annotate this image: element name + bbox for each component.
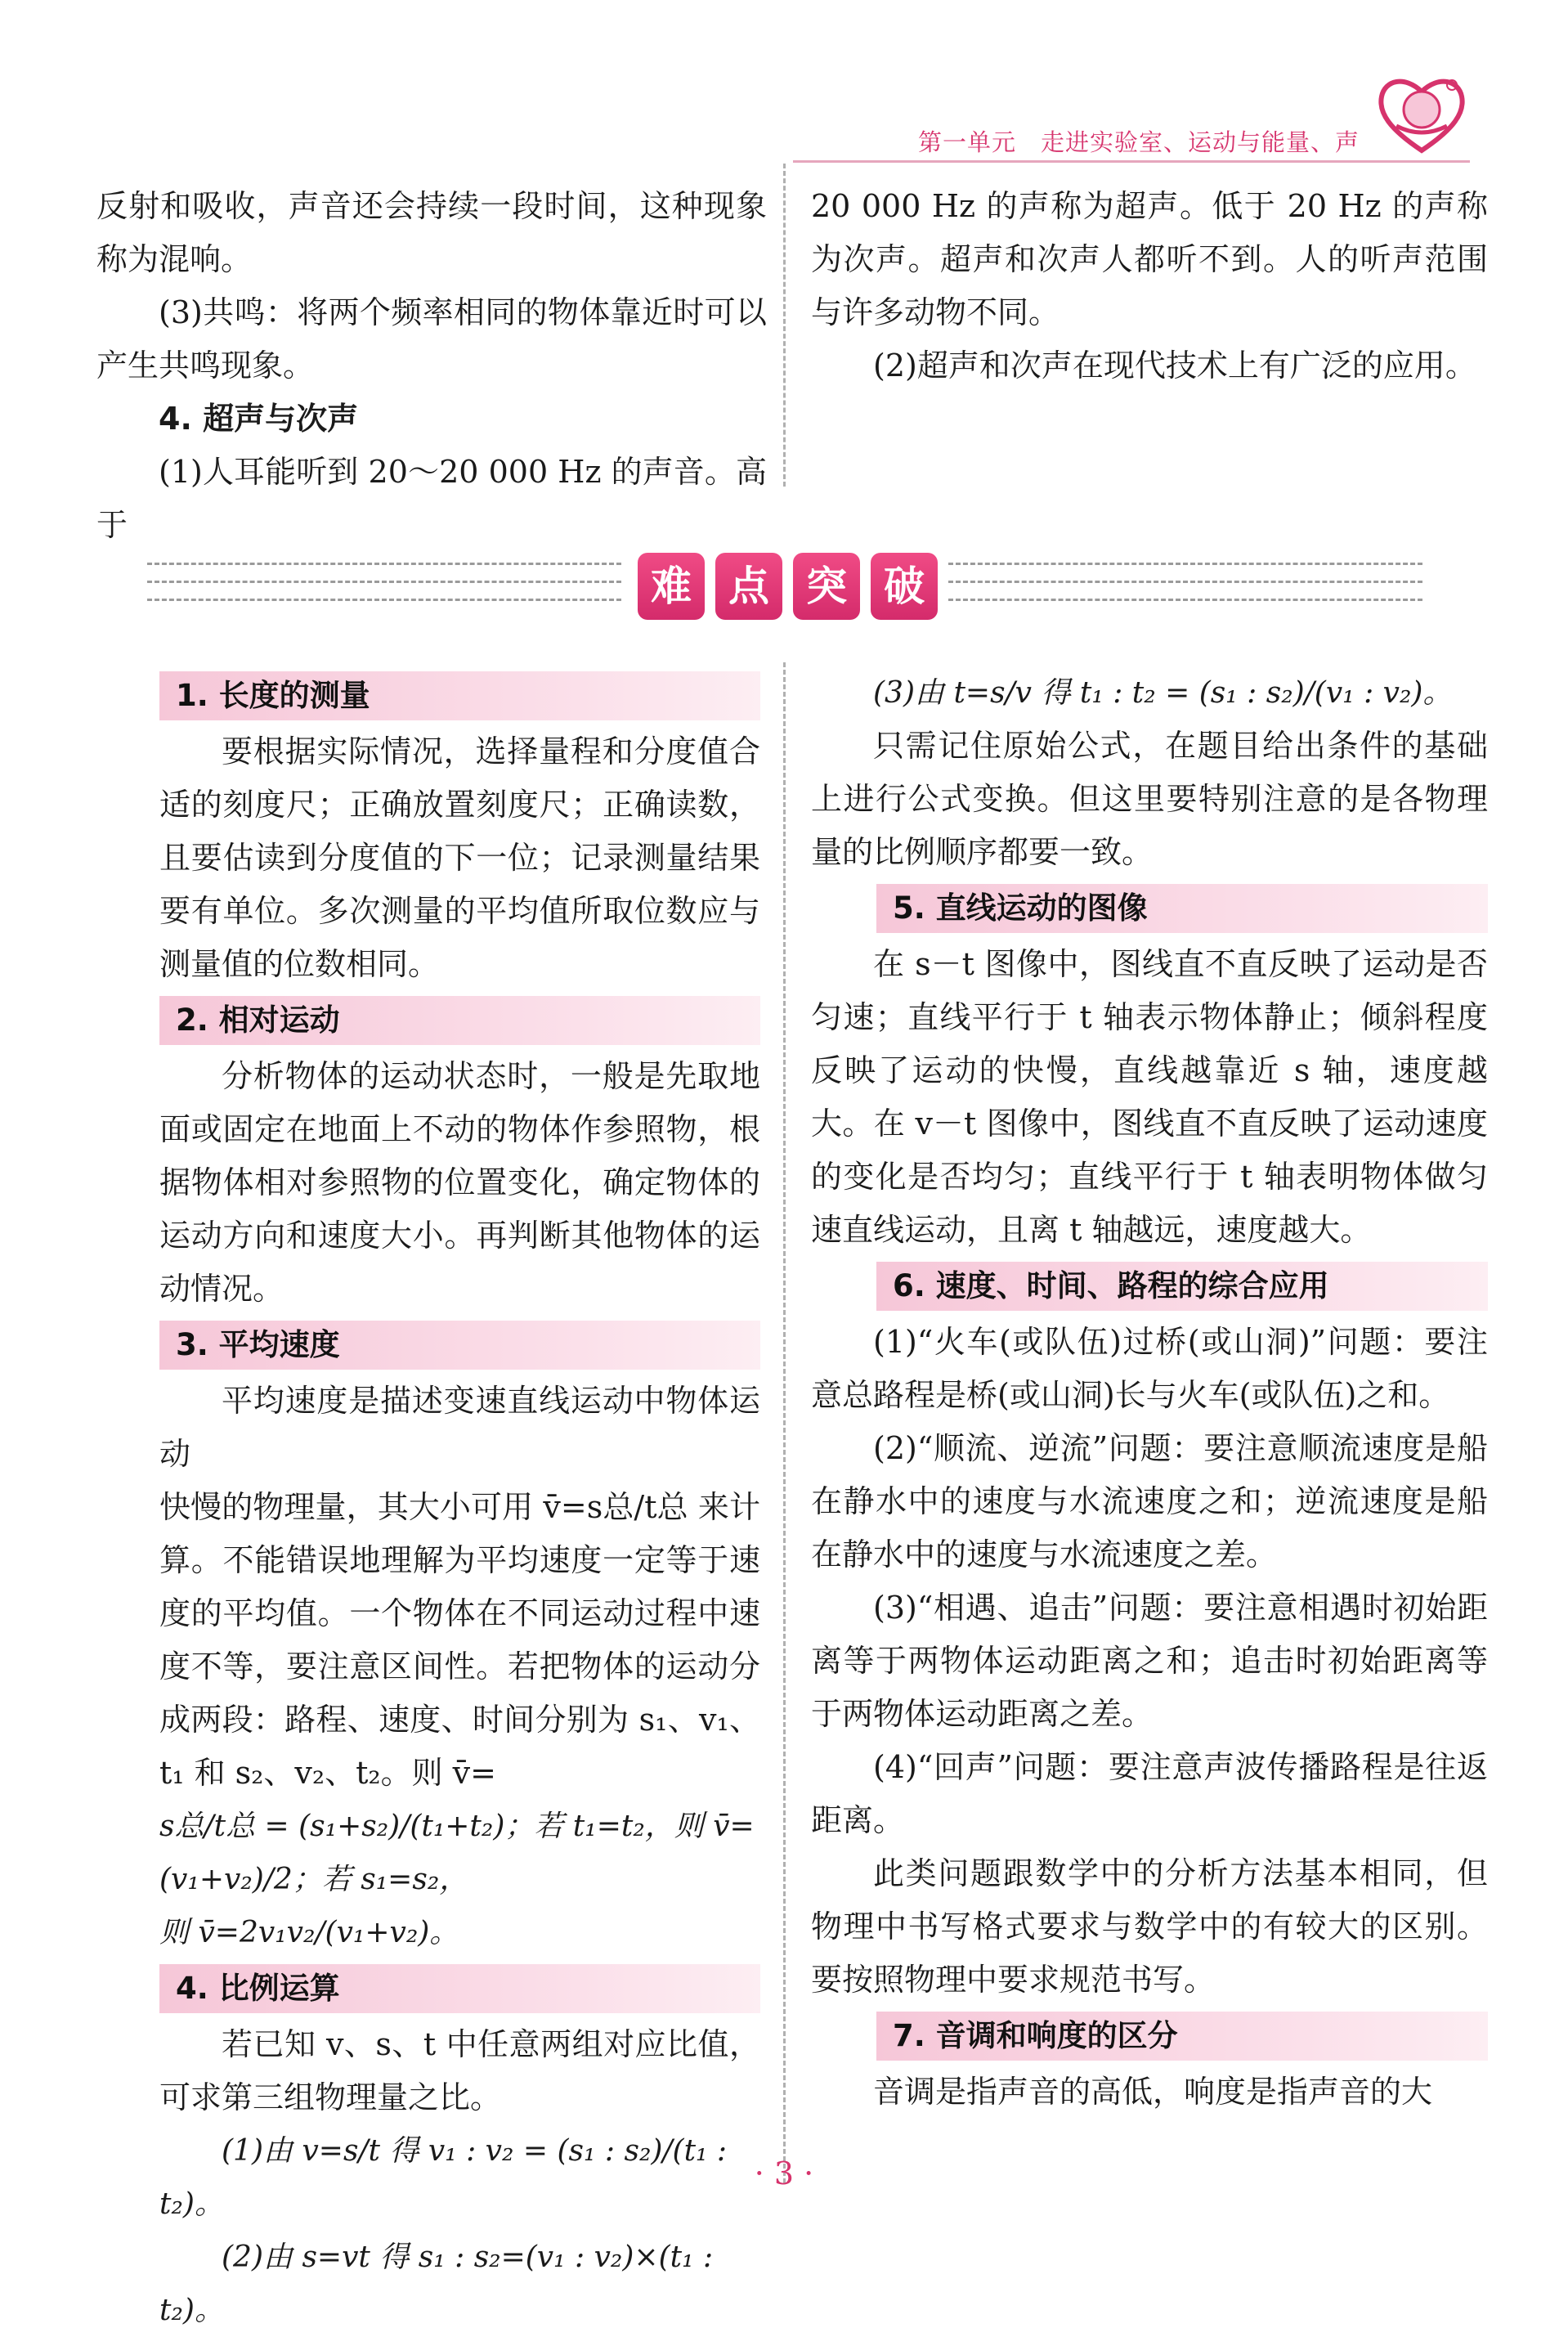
paragraph: (1)“火车(或队伍)过桥(或山洞)”问题：要注意总路程是桥(或山洞)长与火车(或队伍)之和。 xyxy=(811,1324,1488,1413)
paragraph: 快慢的物理量，其大小可用 v̄=s总/t总 来计算。不能错误地理解为平均速度一定等于速度的平均值。一个物体在不同运动过程中速度不等，要注意区间性。若把物体的运动分成两段：路程、速度、时间分别为 s₁、v₁、t₁ 和 s₂、v₂、t₂。则 v̄= xyxy=(159,1489,760,1791)
paragraph: 20 000 Hz 的声称为超声。低于 20 Hz 的声称为次声。超声和次声人都听不到。人的听声范围与许多动物不同。 xyxy=(811,188,1488,330)
equation: 则 v̄=2v₁v₂/(v₁+v₂)。 xyxy=(159,1916,459,1949)
main-right-column xyxy=(811,666,1488,2119)
banner-char: 难 xyxy=(638,553,705,620)
banner-char: 破 xyxy=(871,553,938,620)
section-title: 1. 长度的测量 xyxy=(159,671,760,720)
section-title: 2. 相对运动 xyxy=(159,996,760,1045)
paragraph: 反射和吸收，声音还会持续一段时间，这种现象称为混响。 xyxy=(96,188,767,277)
paragraph: (2)超声和次声在现代技术上有广泛的应用。 xyxy=(873,348,1476,384)
section-title: 7. 音调和响度的区分 xyxy=(876,2012,1488,2061)
paragraph: (3)共鸣：将两个频率相同的物体靠近时可以产生共鸣现象。 xyxy=(96,294,767,384)
equation: s总/t总 = (s₁+s₂)/(t₁+t₂)；若 t₁=t₂，则 v̄=(v₁+v₂)/2；若 s₁=s₂， xyxy=(159,1810,755,1896)
equation: (3)由 t=s/v 得 t₁ : t₂ = (s₁ : s₂)/(v₁ : v₂)。 xyxy=(873,676,1453,710)
equation: (1)由 v=s/t 得 v₁ : v₂ = (s₁ : s₂)/(t₁ : t₂)。 xyxy=(159,2134,728,2221)
paragraph: 平均速度是描述变速直线运动中物体运动 xyxy=(159,1383,760,1472)
subheading: 4. 超声与次声 xyxy=(159,401,359,437)
banner-dash xyxy=(948,599,1422,601)
paragraph: (1)人耳能听到 20～20 000 Hz 的声音。高于 xyxy=(96,454,767,543)
paragraph: 在 s－t 图像中，图线直不直反映了运动是否匀速；直线平行于 t 轴表示物体静止；倾斜程度反映了运动的快慢，直线越靠近 s 轴，速度越大。在 v－t 图像中，图线直不直反映了运动速度的变化是否均匀；直线平行于 t 轴表明物体做匀速直线运动，且离 t 轴越远，速度越大。 xyxy=(811,946,1488,1248)
paragraph: 音调是指声音的高低，响度是指声音的大 xyxy=(873,2074,1433,2110)
banner-dash xyxy=(147,599,621,601)
paragraph: (2)“顺流、逆流”问题：要注意顺流速度是船在静水中的速度与水流速度之和；逆流速度是船在静水中的速度与水流速度之差。 xyxy=(811,1430,1488,1572)
paragraph: 要根据实际情况，选择量程和分度值合适的刻度尺；正确放置刻度尺；正确读数，且要估读到分度值的下一位；记录测量结果要有单位。多次测量的平均值所取位数应与测量值的位数相同。 xyxy=(159,733,760,982)
header-rule xyxy=(793,160,1470,163)
banner-char: 突 xyxy=(793,553,860,620)
section-title: 5. 直线运动的图像 xyxy=(876,884,1488,933)
section-title: 3. 平均速度 xyxy=(159,1321,760,1370)
paragraph: (4)“回声”问题：要注意声波传播路程是往返距离。 xyxy=(811,1749,1488,1838)
section-title: 4. 比例运算 xyxy=(159,1964,760,2013)
banner-char: 点 xyxy=(715,553,782,620)
paragraph: 分析物体的运动状态时，一般是先取地面或固定在地面上不动的物体作参照物，根据物体相对参照物的位置变化，确定物体的运动方向和速度大小。再判断其他物体的运动情况。 xyxy=(159,1058,760,1307)
top-left-column xyxy=(96,180,767,552)
section-title: 6. 速度、时间、路程的综合应用 xyxy=(876,1262,1488,1311)
banner-dash xyxy=(147,563,621,565)
top-right-column xyxy=(811,180,1488,392)
running-header: 第一单元 走进实验室、运动与能量、声 xyxy=(917,128,1360,156)
main-left-column xyxy=(159,666,760,2337)
section-banner xyxy=(147,546,1422,628)
paragraph: 只需记住原始公式，在题目给出条件的基础上进行公式变换。但这里要特别注意的是各物理量的比例顺序都要一致。 xyxy=(811,728,1488,870)
banner-dash xyxy=(948,581,1422,583)
page-number: · 3 · xyxy=(754,2155,814,2191)
paragraph: (3)“相遇、追击”问题：要注意相遇时初始距离等于两物体运动距离之和；追击时初始距离等于两物体运动距离之差。 xyxy=(811,1590,1488,1732)
equation: (2)由 s=vt 得 s₁ : s₂=(v₁ : v₂)×(t₁ : t₂)。 xyxy=(159,2241,714,2327)
column-divider-top xyxy=(783,164,786,487)
heart-emblem-icon xyxy=(1373,70,1470,157)
paragraph: 此类问题跟数学中的分析方法基本相同，但物理中书写格式要求与数学中的有较大的区别。要按照物理中要求规范书写。 xyxy=(811,1855,1488,1998)
banner-dash xyxy=(948,563,1422,565)
paragraph: 若已知 v、s、t 中任意两组对应比值，可求第三组物理量之比。 xyxy=(159,2026,760,2115)
banner-dash xyxy=(147,581,621,583)
column-divider-bottom xyxy=(783,662,786,2183)
